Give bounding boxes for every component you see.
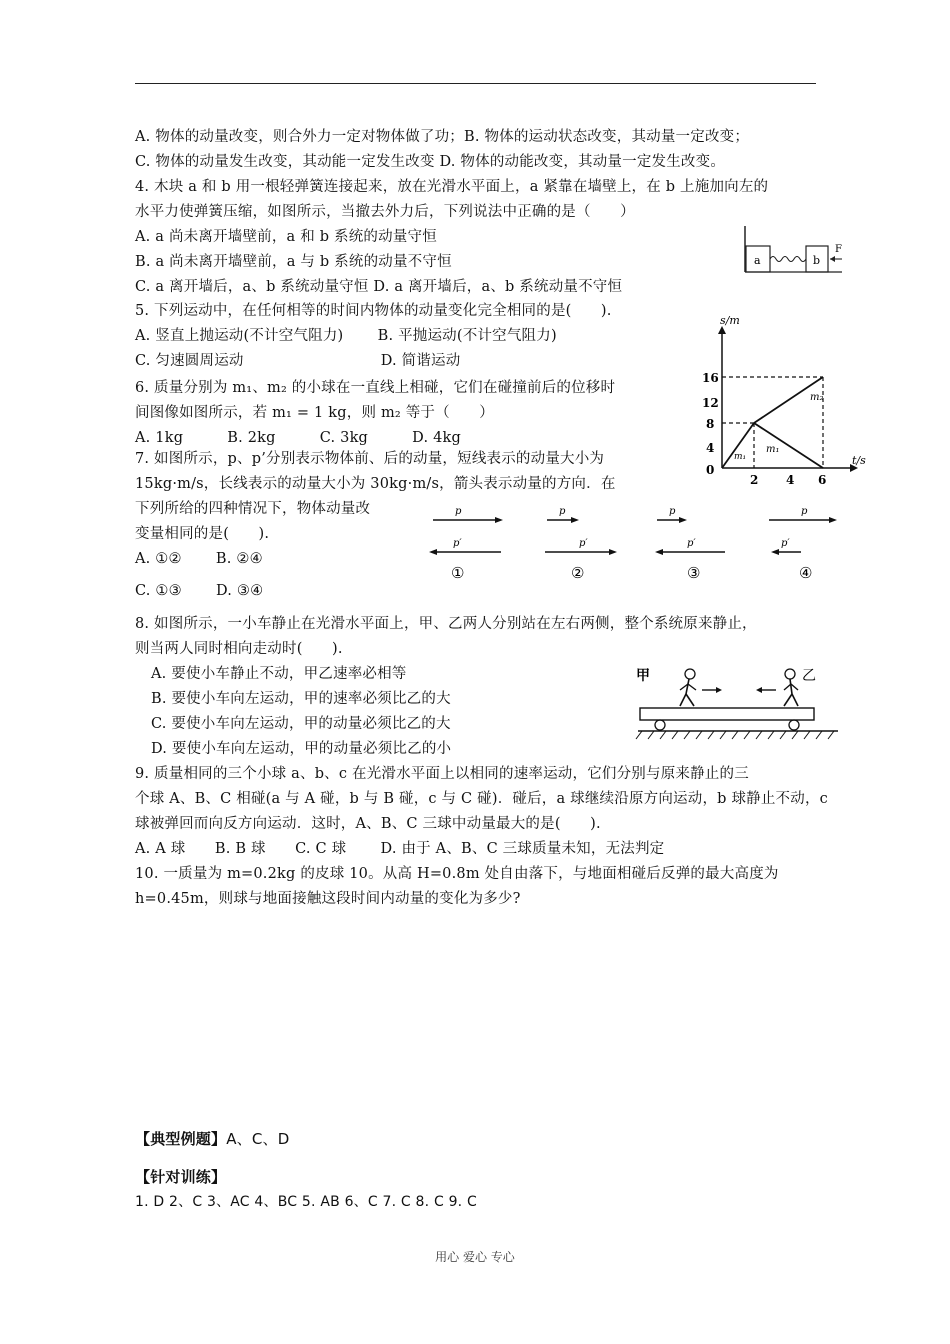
case4-p-label: p: [801, 506, 808, 517]
case3-number: ③: [687, 564, 701, 582]
q3-options-ab: A. 物体的动量改变，则合外力一定对物体做了功；B. 物体的运动状态改变，其动量一定改变；: [135, 129, 750, 145]
x-axis-label: t/s: [852, 454, 866, 467]
q4-stem-line1: 4. 木块 a 和 b 用一根轻弹簧连接起来，放在光滑水平面上，a 紧靠在墙壁上，在 b 上施加向左的: [135, 179, 769, 195]
y-tick-0: 0: [706, 463, 715, 477]
cart-wheel-right: [789, 720, 799, 730]
q8-stem-line2: 则当两人同时相向走动时( ).: [135, 641, 343, 657]
q4-options-cd: C. a 离开墙后，a、b 系统动量守恒 D. a 离开墙后，a、b 系统动量不守恒: [135, 279, 623, 295]
displacement-time-graph: [696, 312, 870, 490]
x-tick-6: 6: [818, 473, 827, 487]
q6-stem-line2: 间图像如图所示，若 m₁ = 1 kg，则 m₂ 等于（ ）: [135, 405, 494, 421]
spring-coil: [770, 257, 806, 262]
q5-stem: 5. 下列运动中，在任何相等的时间内物体的动量变化完全相同的是( ).: [135, 303, 612, 319]
person-jia-figure: [680, 669, 696, 706]
training-answers: 1. D 2、C 3、AC 4、BC 5. AB 6、C 7. C 8. C 9. C: [135, 1194, 477, 1210]
q7-options-line2: C. ①③ D. ③④: [135, 583, 264, 599]
case4-pprime-label: p′: [781, 538, 790, 549]
case2-number: ②: [571, 564, 585, 582]
example-answer: A、C、D: [226, 1130, 290, 1148]
case2-pprime-label: p′: [579, 538, 588, 549]
force-arrow-head: [830, 256, 835, 262]
q8-option-a: A. 要使小车静止不动，甲乙速率必相等: [151, 666, 407, 682]
training-heading: 【针对训练】: [135, 1168, 227, 1186]
m1-after-line: [754, 423, 823, 468]
person-yi-label: 乙: [802, 668, 816, 684]
y-tick-8: 8: [706, 417, 715, 431]
case3-p-label: p: [669, 506, 676, 517]
m2-label: m₂: [810, 392, 824, 403]
cart-body: [640, 708, 814, 720]
block-b-label: b: [813, 254, 821, 267]
m1-label: m₁: [766, 444, 780, 455]
q10-stem-line2: h=0.45m，则球与地面接触这段时间内动量的变化为多少?: [135, 891, 521, 907]
q8-stem-line1: 8. 如图所示，一小车静止在光滑水平面上，甲、乙两人分别站在左右两侧，整个系统原来静止，: [135, 616, 757, 632]
q8-option-c: C. 要使小车向左运动，甲的动量必须比乙的大: [151, 716, 451, 732]
q7-stem-line2: 15kg·m/s，长线表示的动量大小为 30kg·m/s，箭头表示动量的方向．在: [135, 476, 616, 492]
ground-hatching: [636, 731, 834, 739]
y-tick-12: 12: [702, 396, 719, 410]
x-tick-4: 4: [786, 473, 795, 487]
q6-options: A. 1kg B. 2kg C. 3kg D. 4kg: [135, 430, 461, 446]
q9-stem-line2: 个球 A、B、C 相碰(a 与 A 碰，b 与 B 碰，c 与 C 碰)．碰后，a 球继续沿原方向运动，b 球静止不动，c: [135, 791, 828, 807]
case4-number: ④: [799, 564, 813, 582]
y-axis-label: s/m: [720, 314, 740, 327]
q7-stem-line1: 7. 如图所示，p、p’分别表示物体前、后的动量，短线表示的动量大小为: [135, 451, 605, 467]
case3-pprime-label: p′: [687, 538, 696, 549]
q7-stem-line4: 变量相同的是( ).: [135, 526, 270, 542]
q9-options: A. A 球 B. B 球 C. C 球 D. 由于 A、B、C 三球质量未知，无法判定: [135, 841, 665, 857]
q5-options-ab: A. 竖直上抛运动(不计空气阻力) B. 平抛运动(不计空气阻力): [135, 328, 557, 344]
example-heading: 【典型例题】: [135, 1130, 227, 1148]
q3-options-cd: C. 物体的动量发生改变，其动能一定发生改变 D. 物体的动能改变，其动量一定发生改变。: [135, 154, 726, 170]
q8-option-d: D. 要使小车向左运动，甲的动量必须比乙的小: [151, 741, 452, 757]
header-rule: [135, 83, 816, 84]
q10-stem-line1: 10. 一质量为 m=0.2kg 的皮球 10。从高 H=0.8m 处自由落下，与地面相碰后反弹的最大高度为: [135, 866, 779, 882]
cart-wheel-left: [655, 720, 665, 730]
q6-stem-line1: 6. 质量分别为 m₁、m₂ 的小球在一直线上相碰，它们在碰撞前后的位移时: [135, 380, 616, 396]
y-tick-16: 16: [702, 371, 719, 385]
cart-figure: [634, 660, 842, 742]
person-jia-label: 甲: [636, 668, 650, 684]
m1-lower-label: m₁: [734, 452, 747, 462]
q4-option-a: A. a 尚未离开墙壁前，a 和 b 系统的动量守恒: [135, 229, 437, 245]
spring-block-figure: [738, 224, 846, 276]
case1-p-label: p: [455, 506, 462, 517]
force-label: F: [835, 244, 842, 255]
momentum-arrows-figure: [425, 500, 845, 586]
block-a-label: a: [754, 254, 761, 267]
y-tick-4: 4: [706, 441, 715, 455]
example-answer-line: [135, 1129, 290, 1149]
q7-stem-line3: 下列所给的四种情况下，物体动量改: [135, 501, 371, 517]
page-footer: 用心 爱心 专心: [435, 1250, 515, 1264]
person-yi-figure: [784, 669, 798, 706]
q9-stem-line3: 球被弹回而向反方向运动．这时，A、B、C 三球中动量最大的是( ).: [135, 816, 601, 832]
y-axis-arrow: [718, 326, 726, 334]
q4-stem-line2: 水平力使弹簧压缩，如图所示，当撤去外力后，下列说法中正确的是（ ）: [135, 204, 635, 220]
case2-p-label: p: [559, 506, 566, 517]
case1-number: ①: [451, 564, 465, 582]
q5-options-cd: C. 匀速圆周运动 D. 简谐运动: [135, 353, 461, 369]
x-tick-2: 2: [750, 473, 759, 487]
case1-pprime-label: p′: [453, 538, 462, 549]
q7-options-line1: A. ①② B. ②④: [135, 551, 263, 567]
q9-stem-line1: 9. 质量相同的三个小球 a、b、c 在光滑水平面上以相同的速率运动，它们分别与原来静止的三: [135, 766, 749, 782]
q4-option-b: B. a 尚未离开墙壁前，a 与 b 系统的动量不守恒: [135, 254, 452, 270]
q8-option-b: B. 要使小车向左运动，甲的速率必须比乙的大: [151, 691, 451, 707]
